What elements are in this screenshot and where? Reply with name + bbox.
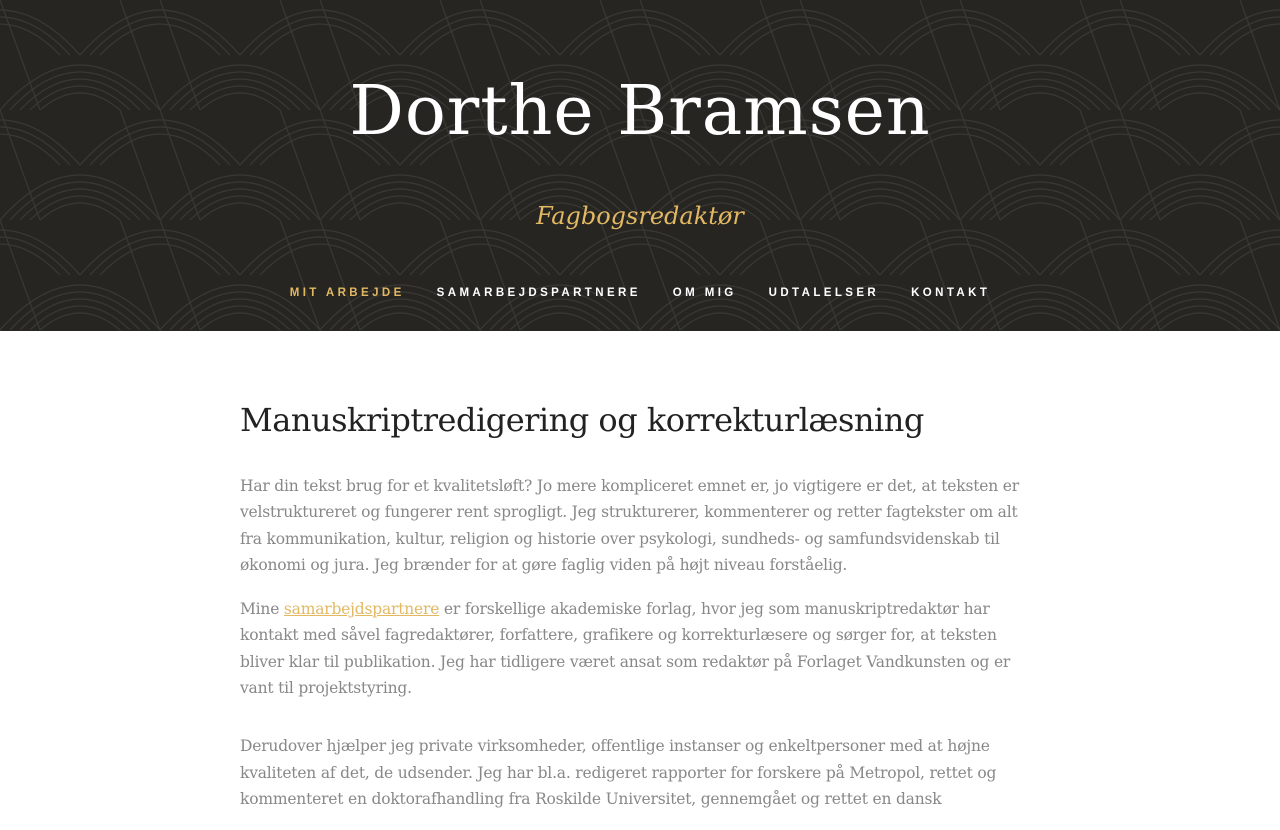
partners-paragraph	[240, 596, 1040, 701]
clients-paragraph: Derudover hjælper jeg private virksomheder, offentlige instanser og enkeltpersoner med at højne kvaliteten af det, de udsender. Jeg har bl.a. redigeret rapporter for forskere på Metropol, rettet og kommenteret en doktorafhandling fra Roskilde Universitet, gennemgået og rettet en dansk	[240, 737, 997, 808]
nav-list	[0, 287, 1280, 299]
nav-item-samarbejdspartnere[interactable]: SAMARBEJDSPARTNERE	[436, 287, 641, 299]
partners-text-after: er forskellige akademiske forlag, hvor jeg som manuskriptredaktør har kontakt med såvel fagredaktører, forfattere, grafikere og korrekturlæsere og sørger for, at teksten bliver klar til publikation. Jeg har tidligere været ansat som redaktør på Forlaget Vandkunsten og er vant til projektstyring.	[240, 600, 1011, 698]
decorative-pattern	[0, 0, 1280, 331]
nav-item-kontakt[interactable]: KONTAKT	[911, 287, 991, 299]
site-tagline: Fagbogsredaktør	[536, 202, 744, 230]
site-header	[0, 0, 1280, 331]
site-title[interactable]: Dorthe Bramsen	[349, 72, 931, 151]
partners-text-before: Mine	[240, 600, 284, 619]
samarbejdspartnere-link[interactable]: samarbejdspartnere	[283, 600, 440, 619]
nav-item-om-mig[interactable]: OM MIG	[672, 287, 737, 299]
nav-item-udtalelser[interactable]: UDTALELSER	[768, 287, 880, 299]
intro-paragraph: Har din tekst brug for et kvalitetsløft? Jo mere kompliceret emnet er, jo vigtigere er det, at teksten er velstruktureret og fungerer rent sprogligt. Jeg strukturerer, kommenterer og retter fagtekster om alt fra kommunikation, kultur, religion og historie over psykologi, sundheds- og samfundsvidenskab til økonomi og jura. Jeg brænder for at gøre faglig viden på højt niveau forståelig.	[240, 477, 1019, 574]
nav-item-mit-arbejde[interactable]: MIT ARBEJDE	[289, 287, 405, 299]
page-heading: Manuskriptredigering og korrekturlæsning	[240, 401, 924, 439]
main-content	[240, 401, 1040, 830]
